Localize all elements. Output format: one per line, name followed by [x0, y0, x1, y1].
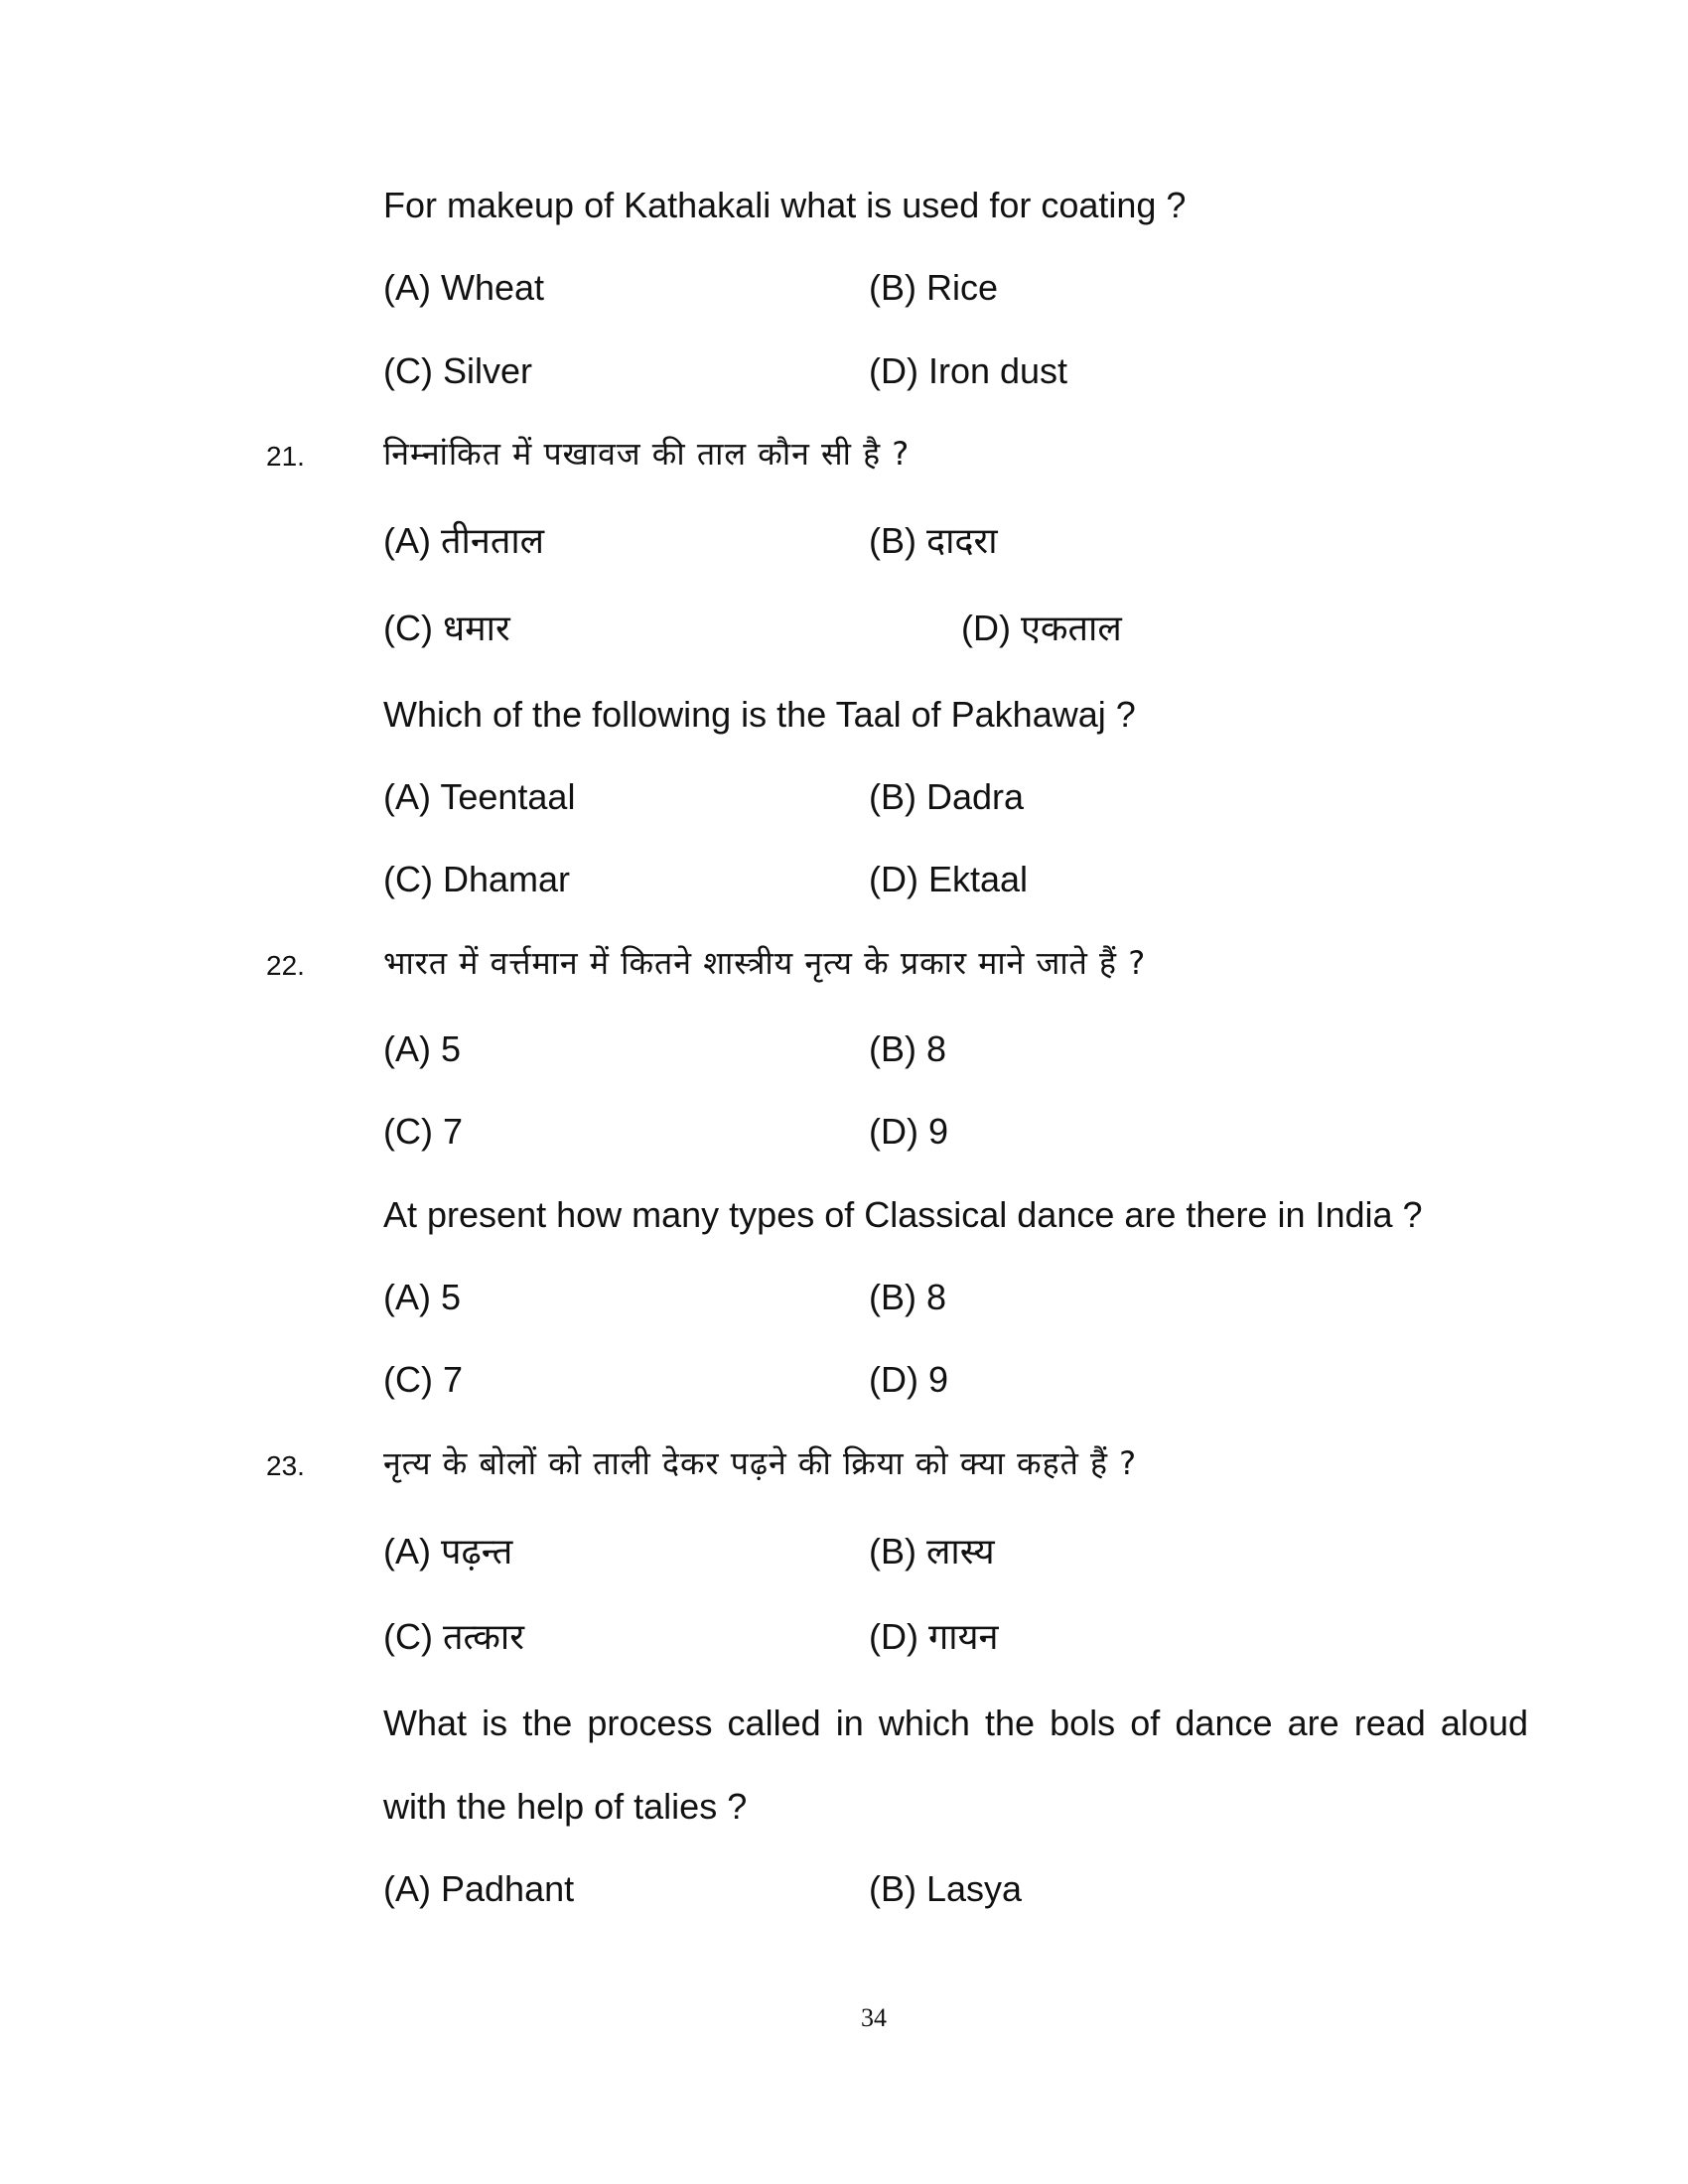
- q21-hi-option-a: (A) तीनताल: [383, 520, 545, 561]
- q21-hi-option-b: (B) दादरा: [869, 520, 998, 561]
- q23-hi-option-d: (D) गायन: [869, 1616, 999, 1657]
- q20-option-c: (C) Silver: [383, 350, 532, 391]
- q23-question-en-line2: with the help of talies ?: [383, 1786, 748, 1827]
- q21-en-option-a: (A) Teentaal: [383, 776, 576, 817]
- q21-en-option-b: (B) Dadra: [869, 776, 1025, 817]
- q22-question-en: At present how many types of Classical dance are there in India ?: [383, 1194, 1423, 1235]
- q21-number: 21.: [266, 441, 305, 472]
- q22-hi-option-b: (B) 8: [869, 1028, 947, 1069]
- q21-hi-option-c: (C) धमार: [383, 608, 510, 648]
- q20-option-d: (D) Iron dust: [869, 350, 1068, 391]
- q23-number: 23.: [266, 1450, 305, 1481]
- q22-hi-option-d: (D) 9: [869, 1111, 948, 1152]
- q23-hi-option-c: (C) तत्कार: [383, 1616, 524, 1657]
- page-number: 34: [861, 2003, 887, 2032]
- q22-en-option-d: (D) 9: [869, 1359, 948, 1400]
- q23-question-en-line1: What is the process called in which the bols of dance are read aloud: [383, 1703, 1528, 1743]
- q21-question-hi: निम्नांकित में पखावज की ताल कौन सी है ?: [383, 435, 911, 473]
- q20-option-a: (A) Wheat: [383, 267, 545, 308]
- q23-en-option-a: (A) Padhant: [383, 1868, 575, 1909]
- q21-en-option-d: (D) Ektaal: [869, 859, 1029, 899]
- q21-question-en: Which of the following is the Taal of Pakhawaj ?: [383, 694, 1136, 735]
- q21-hi-option-d: (D) एकताल: [961, 608, 1122, 648]
- q23-en-option-b: (B) Lasya: [869, 1868, 1023, 1909]
- q23-question-hi: नृत्य के बोलों को ताली देकर पढ़ने की क्रिया को क्या कहते हैं ?: [383, 1444, 1138, 1482]
- q22-number: 22.: [266, 950, 305, 981]
- q23-hi-option-a: (A) पढ़न्त: [383, 1531, 513, 1571]
- q22-en-option-b: (B) 8: [869, 1277, 947, 1317]
- q22-hi-option-a: (A) 5: [383, 1028, 462, 1069]
- q22-hi-option-c: (C) 7: [383, 1111, 463, 1152]
- q23-hi-option-b: (B) लास्य: [869, 1531, 995, 1571]
- q21-en-option-c: (C) Dhamar: [383, 859, 571, 899]
- q20-question-en: For makeup of Kathakali what is used for coating ?: [383, 185, 1187, 225]
- q22-question-hi: भारत में वर्त्तमान में कितने शास्त्रीय नृत्य के प्रकार माने जाते हैं ?: [383, 944, 1147, 982]
- q22-en-option-c: (C) 7: [383, 1359, 463, 1400]
- q22-en-option-a: (A) 5: [383, 1277, 462, 1317]
- q20-option-b: (B) Rice: [869, 267, 999, 308]
